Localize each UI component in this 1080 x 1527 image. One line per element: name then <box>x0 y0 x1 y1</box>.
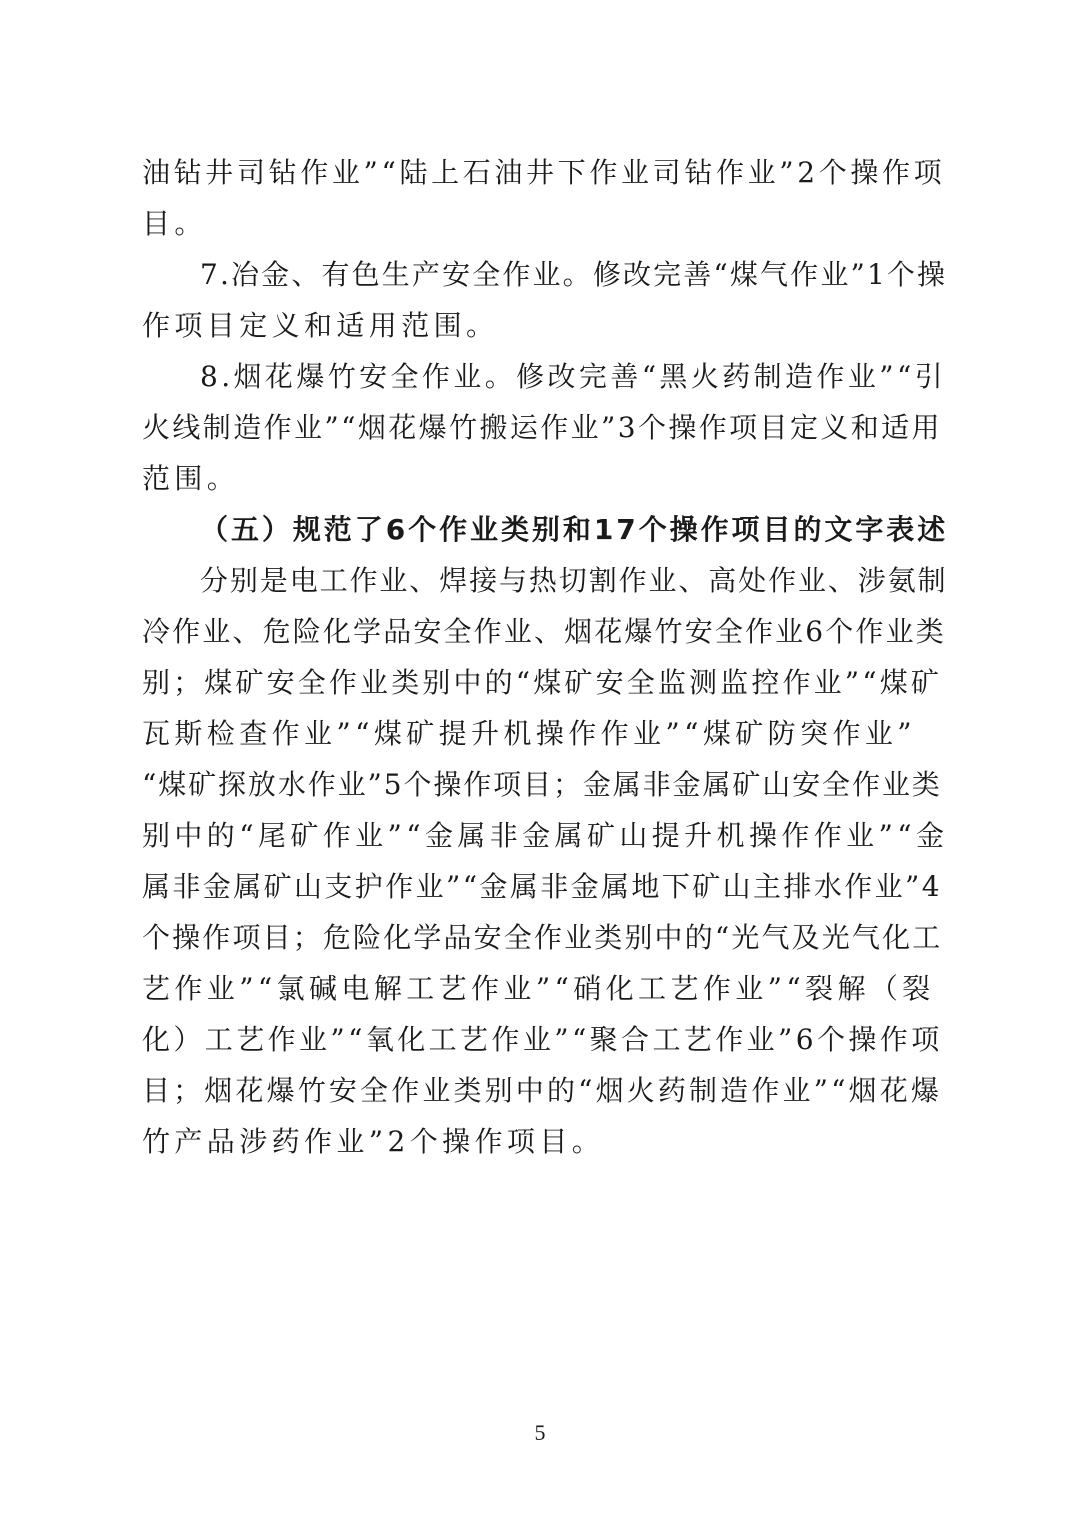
text-line: 范围。 <box>142 462 240 495</box>
page-number: 5 <box>534 1420 546 1445</box>
text-line: 瓦斯检查作业”“煤矿提升机操作作业”“煤矿防突作业” <box>142 717 916 750</box>
text-line: 别；煤矿安全作业类别中的“煤矿安全监测监控作业”“煤矿 <box>142 666 942 699</box>
text-line: 个操作项目；危险化学品安全作业类别中的“光气及光气化工 <box>142 921 943 954</box>
text-line: 火线制造作业”“烟花爆竹搬运作业”3个操作项目定义和适用 <box>142 411 942 444</box>
section-heading: （五）规范了6个作业类别和17个操作项目的文字表述 <box>200 513 949 546</box>
text-line: 属非金属矿山支护作业”“金属非金属地下矿山主排水作业”4 <box>142 870 942 903</box>
text-line: 竹产品涉药作业”2个操作项目。 <box>142 1125 605 1158</box>
text-line: “煤矿探放水作业”5个操作项目；金属非金属矿山安全作业类 <box>142 768 942 801</box>
text-line: 目；烟花爆竹安全作业类别中的“烟火药制造作业”“烟花爆 <box>142 1074 942 1107</box>
paragraph-start-line: 8.烟花爆竹安全作业。修改完善“黑火药制造作业”“引 <box>200 360 947 393</box>
text-line: 作项目定义和适用范围。 <box>142 309 499 342</box>
text-line: 别中的“尾矿作业”“金属非金属矿山提升机操作作业”“金 <box>142 819 949 852</box>
text-line: 油钻井司钻作业”“陆上石油井下作业司钻作业”2个操作项 <box>142 156 946 189</box>
paragraph-start-line: 7.冶金、有色生产安全作业。修改完善“煤气作业”1个操 <box>200 258 948 291</box>
text-line: 冷作业、危险化学品安全作业、烟花爆竹安全作业6个作业类 <box>142 615 946 648</box>
paragraph-start-line: 分别是电工作业、焊接与热切割作业、高处作业、涉氨制 <box>200 564 948 597</box>
text-line: 化）工艺作业”“氧化工艺作业”“聚合工艺作业”6个操作项 <box>142 1023 943 1056</box>
text-line: 艺作业”“氯碱电解工艺作业”“硝化工艺作业”“裂解（裂 <box>142 972 935 1005</box>
text-line: 目。 <box>142 207 207 240</box>
